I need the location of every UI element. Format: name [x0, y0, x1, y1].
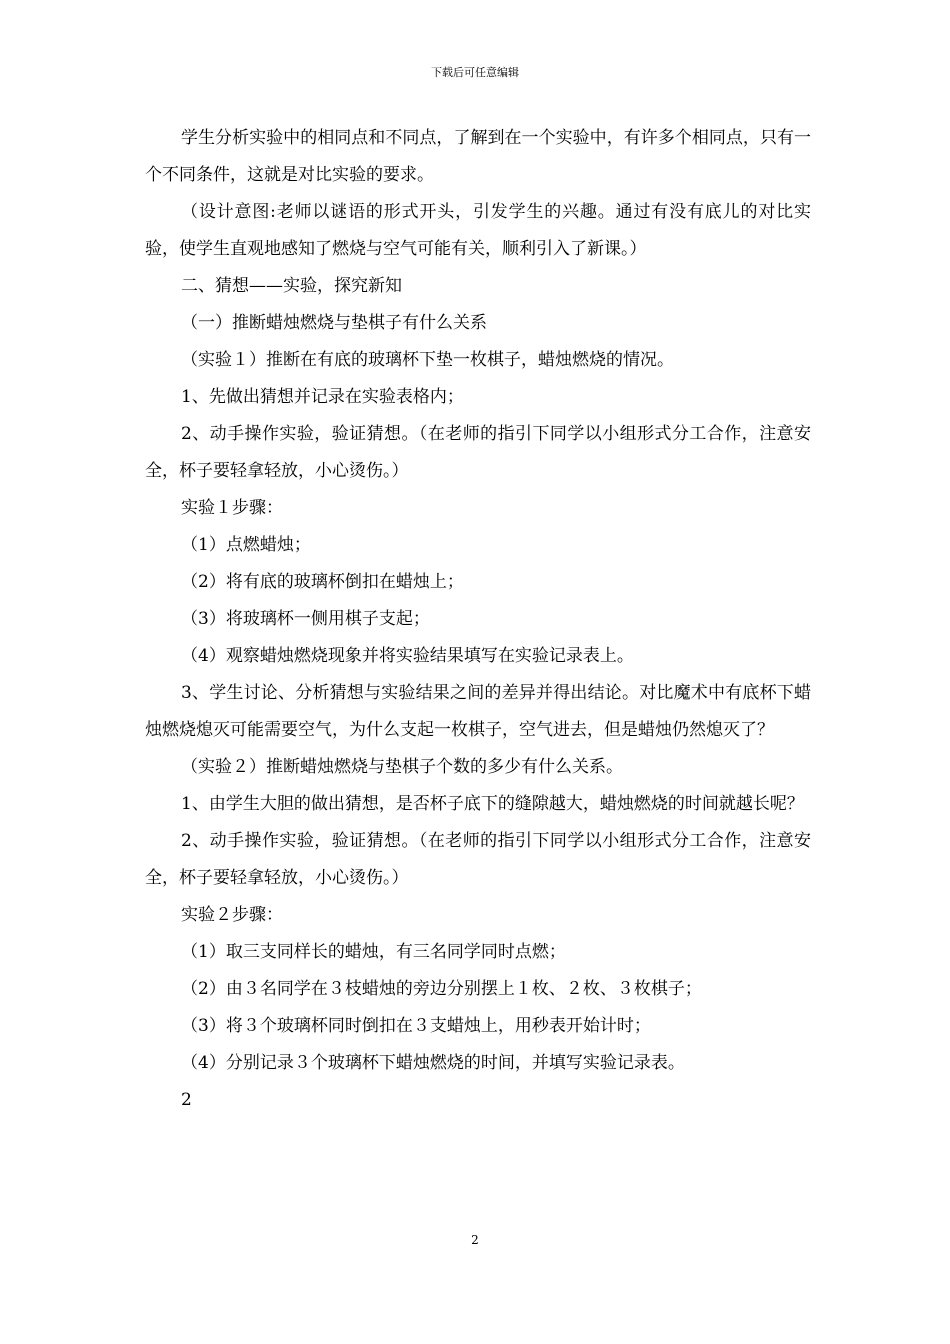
list-item: （3）将玻璃杯一侧用棋子支起； — [181, 609, 430, 629]
list-item: 2、动手操作实验，验证猜想。（在老师的指引下同学以小组形式分工合作，注意安全，杯子要轻拿轻放，小心烫伤。） — [145, 424, 811, 481]
list-item: （3）将３个玻璃杯同时倒扣在３支蜡烛上，用秒表开始计时； — [181, 1016, 651, 1036]
paragraph: 学生分析实验中的相同点和不同点，了解到在一个实验中，有许多个相同点，只有一个不同条件，这就是对比实验的要求。 — [145, 128, 811, 185]
list-item: （4）分别记录３个玻璃杯下蜡烛燃烧的时间，并填写实验记录表。 — [181, 1053, 685, 1073]
list-item: （2）由３名同学在３枝蜡烛的旁边分别摆上１枚、２枚、３枚棋子； — [181, 979, 702, 999]
list-item: （1）取三支同样长的蜡烛，有三名同学同时点燃； — [181, 942, 566, 962]
list-item: （2）将有底的玻璃杯倒扣在蜡烛上； — [181, 572, 464, 592]
paragraph: 实验２步骤： — [181, 905, 283, 925]
page-header: 下载后可任意编辑 — [431, 66, 519, 79]
document-body — [145, 120, 811, 1119]
list-item: 3、学生讨论、分析猜想与实验结果之间的差异并得出结论。对比魔术中有底杯下蜡烛燃烧熄灭可能需要空气，为什么支起一枚棋子，空气进去，但是蜡烛仍然熄灭了？ — [145, 683, 811, 740]
paragraph: （实验２）推断蜡烛燃烧与垫棋子个数的多少有什么关系。 — [181, 757, 623, 777]
list-item: （4）观察蜡烛燃烧现象并将实验结果填写在实验记录表上。 — [181, 646, 634, 666]
section-heading: 二、猜想——实验，探究新知 — [181, 276, 402, 296]
paragraph: （实验１）推断在有底的玻璃杯下垫一枚棋子，蜡烛燃烧的情况。 — [181, 350, 674, 370]
paragraph: 实验１步骤： — [181, 498, 283, 518]
paragraph: 2 — [181, 1090, 192, 1110]
paragraph: （设计意图:老师以谜语的形式开头，引发学生的兴趣。通过有没有底儿的对比实验，使学生直观地感知了燃烧与空气可能有关，顺利引入了新课。） — [145, 202, 811, 259]
list-item: （1）点燃蜡烛； — [181, 535, 311, 555]
page-number: 2 — [471, 1233, 479, 1247]
list-item: 2、动手操作实验，验证猜想。（在老师的指引下同学以小组形式分工合作，注意安全，杯子要轻拿轻放，小心烫伤。） — [145, 831, 811, 888]
subsection-heading: （一）推断蜡烛燃烧与垫棋子有什么关系 — [181, 313, 487, 333]
list-item: 1、由学生大胆的做出猜想，是否杯子底下的缝隙越大，蜡烛燃烧的时间就越长呢？ — [181, 794, 804, 814]
list-item: 1、先做出猜想并记录在实验表格内； — [181, 387, 464, 407]
